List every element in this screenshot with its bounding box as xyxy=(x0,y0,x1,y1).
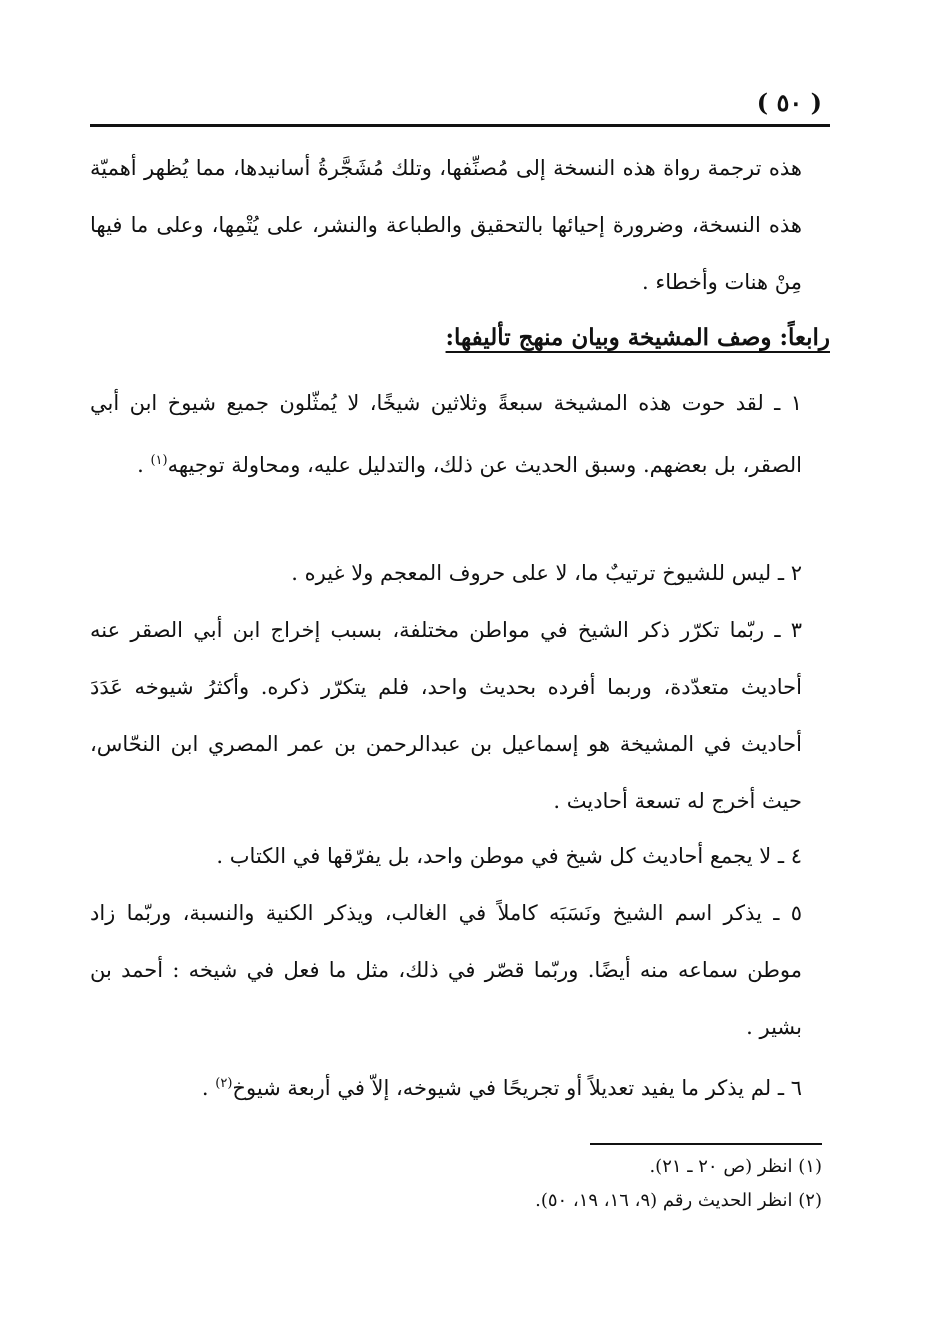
item-5-text: ٥ ـ يذكر اسم الشيخ ونَسَبَه كاملاً في الغالب، ويذكر الكنية والنسبة، وربّما زاد موطن سماعه منه أيضًا. وربّما قصّر في ذلك، مثل ما فعل في شيخه : أحمد بن بشير . xyxy=(90,901,802,1039)
footnote-rule xyxy=(590,1143,822,1145)
document-page xyxy=(90,0,830,1325)
list-item xyxy=(90,885,830,1056)
footnote-2: (٢) انظر الحديث رقم (٩، ١٦، ١٩، ٥٠). xyxy=(535,1190,822,1211)
item-1-end: . xyxy=(137,453,144,477)
item-2-text: ٢ ـ ليس للشيوخ ترتيبٌ ما، لا على حروف المعجم ولا غيره . xyxy=(291,561,802,585)
list-item xyxy=(90,602,830,830)
footnote-1: (١) انظر (ص ٢٠ ـ ٢١). xyxy=(649,1156,822,1177)
item-3-text: ٣ ـ ربّما تكرّر ذكر الشيخ في مواطن مختلفة، بسبب إخراج ابن أبي الصقر عنه أحاديث متعدّدة، وربما أفرده بحديث واحد، فلم يتكرّر ذكره. وأكثرُ شيوخه عَدَدَ أحاديث في المشيخة هو إسماعيل بن عبدالرحمن بن عمر المصري ابن النحّاس، حيث أخرج له تسعة أحاديث . xyxy=(90,618,802,813)
page-number: ( ٥٠ ) xyxy=(756,88,822,117)
list-item xyxy=(90,545,830,602)
footnote-ref-1: (١) xyxy=(150,453,168,468)
header-rule xyxy=(90,124,830,127)
item-6-end: . xyxy=(201,1076,209,1100)
intro-paragraph: هذه ترجمة رواة هذه النسخة إلى مُصنِّفها، وتلك مُشَجَّرةُ أسانيدها، مما يُظهر أهميّة هذه النسخة، وضرورة إحيائها بالتحقيق والطباعة والنشر، على يُتْمِها، وعلى ما فيها مِنْ هنات وأخطاء . xyxy=(90,156,802,294)
list-item xyxy=(90,1055,830,1117)
footnote-ref-2: (٢) xyxy=(215,1076,233,1091)
item-1-text: ١ ـ لقد حوت هذه المشيخة سبعةً وثلاثين شيخًا، لا يُمثّلون جميع شيوخ ابن أبي الصقر، بل بعضهم. وسبق الحديث عن ذلك، والتدليل عليه، ومحاولة توجيهه xyxy=(90,391,802,477)
list-item-text xyxy=(90,375,830,494)
item-6-text: ٦ ـ لم يذكر ما يفيد تعديلاً أو تجريحًا في شيوخه، إلاّ في أربعة شيوخ xyxy=(232,1076,802,1100)
item-4-text: ٤ ـ لا يجمع أحاديث كل شيخ في موطن واحد، بل يفرّقها في الكتاب . xyxy=(216,844,802,868)
list-item xyxy=(90,375,830,494)
list-item-text xyxy=(90,1055,830,1117)
section-heading: رابعاً: وصف المشيخة وبيان منهج تأليفها: xyxy=(445,324,830,351)
footnotes xyxy=(90,1150,822,1218)
list-item xyxy=(90,828,830,885)
